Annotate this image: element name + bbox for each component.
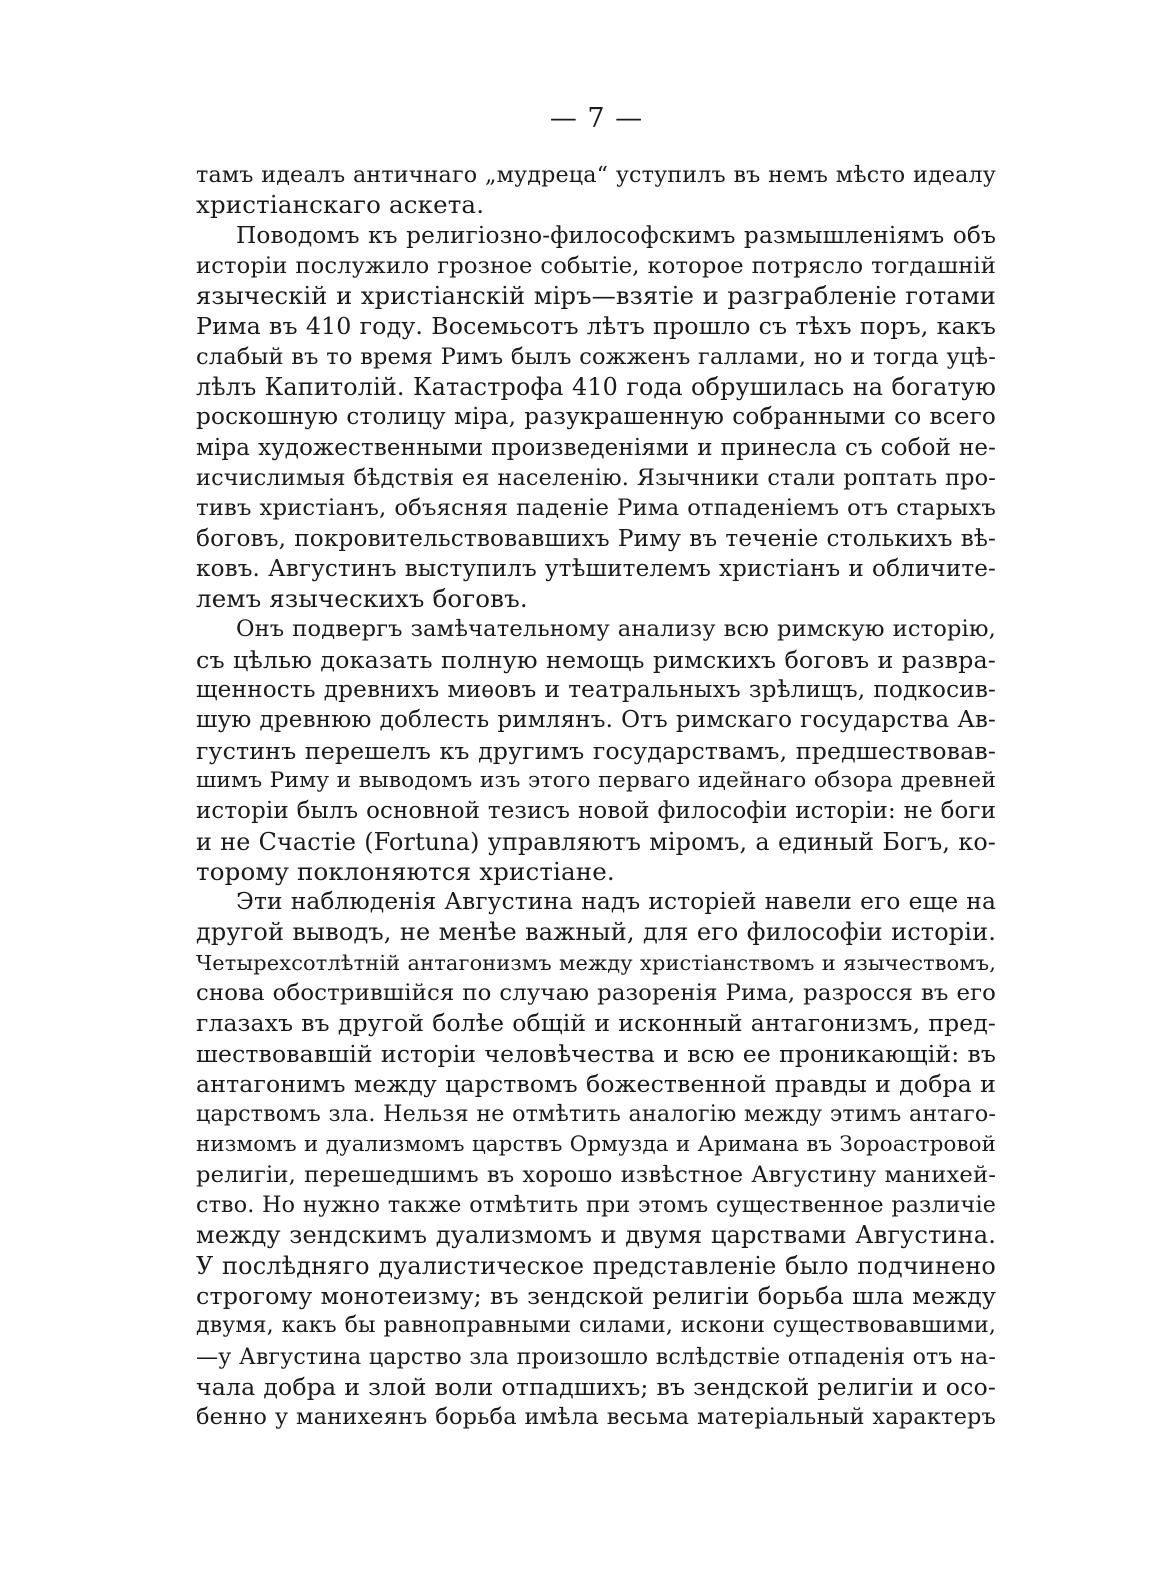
text-line: языческій и христіанскій міръ—взятіе и разграбленіе готами: [196, 282, 996, 311]
text-line: чала добра и злой воли отпадшихъ; въ зендской религіи и осо-: [196, 1372, 996, 1401]
text-line: шимъ Риму и выводомъ изъ этого перваго идейнаго обзора древней: [196, 767, 996, 793]
text-line: Онъ подвергъ замѣчательному анализу всю римскую исторію,: [236, 616, 996, 643]
text-line: Четырехсотлѣтній антагонизмъ между христіанствомъ и язычествомъ,: [196, 950, 996, 975]
text-line: шую древнюю доблесть римлянъ. Отъ римскаго государства Ав-: [196, 707, 996, 734]
text-line: Эти наблюденія Августина надъ исторіей навели его еще на: [236, 888, 996, 916]
text-line: другой выводъ, не менѣе важный, для его философіи исторіи.: [196, 918, 996, 947]
text-line: лѣлъ Капитолій. Катастрофа 410 года обрушилась на богатую: [196, 373, 996, 402]
text-line: религіи, перешедшимъ въ хорошо извѣстное Августину манихей-: [196, 1161, 996, 1188]
text-line: —у Августина царство зла произошло вслѣдствіе отпаденія отъ на-: [196, 1343, 996, 1370]
text-line: христіанскаго аскета.: [196, 190, 485, 220]
text-line: тамъ идеалъ античнаго „мудреца“ уступилъ въ немъ мѣсто идеалу: [196, 162, 996, 188]
text-line: Рима въ 410 году. Восемьсотъ лѣтъ прошло съ тѣхъ поръ, какъ: [196, 312, 996, 341]
text-line: антагонимъ между царствомъ божественной правды и добра и: [196, 1069, 996, 1098]
text-line: тивъ христіанъ, объясняя паденіе Рима отпаденіемъ отъ старыхъ: [196, 495, 996, 522]
text-line: снова обострившійся по случаю разоренія Рима, разросся въ его: [196, 980, 996, 1007]
page-number: — 7 —: [549, 103, 644, 134]
text-line: У послѣдняго дуалистическое представленіе было подчинено: [196, 1251, 996, 1280]
text-line: царствомъ зла. Нельзя не отмѣтить аналогію между этимъ антаго-: [196, 1101, 996, 1128]
paragraph: [196, 614, 996, 887]
text-line: лемъ языческихъ боговъ.: [196, 584, 528, 614]
text-line: низмомъ и дуализмомъ царствъ Ормузда и Аримана въ Зороастровой: [196, 1131, 996, 1157]
text-line: роскошную столицу міра, разукрашенную собранными со всего: [196, 404, 996, 431]
text-line: исторіи послужило грозное событіе, которое потрясло тогдашній: [196, 252, 996, 279]
text-line: исчислимыя бѣдствія ея населенію. Язычники стали роптать про-: [196, 464, 996, 491]
text-line: съ цѣлью доказать полную немощь римскихъ боговъ и развра-: [196, 645, 996, 674]
text-line: двумя, какъ бы равноправными силами, искони существовавшими,: [196, 1313, 996, 1339]
text-line: боговъ, покровительствовавшихъ Риму въ теченіе столькихъ вѣ-: [196, 525, 996, 552]
paragraph: [196, 887, 996, 1432]
text-line: слабый въ то время Римъ былъ сожженъ галлами, но и тогда уцѣ-: [196, 343, 996, 370]
text-line: исторіи былъ основной тезисъ новой философіи исторіи: не боги: [196, 798, 996, 825]
body-text: [196, 160, 996, 1432]
text-line: ковъ. Августинъ выступилъ утѣшителемъ христіанъ и обличите-: [196, 555, 996, 582]
text-line: шествовавшій исторіи человѣчества и всю ее проникающій: въ: [196, 1039, 996, 1068]
text-line: Поводомъ къ религіозно-философскимъ размышленіямъ объ: [236, 221, 996, 249]
paragraph: [196, 160, 996, 221]
text-line: между зендскимъ дуализмомъ и двумя царствами Августина.: [196, 1221, 996, 1250]
text-line: бенно у манихеянъ борьба имѣла весьма матеріальный характеръ: [196, 1404, 996, 1431]
text-line: ство. Но нужно также отмѣтить при этомъ существенное различіе: [196, 1192, 996, 1219]
text-line: торому поклоняются христіане.: [196, 856, 615, 886]
text-line: строгому монотеизму; въ зендской религіи борьба шла между: [196, 1281, 996, 1310]
text-line: щенность древнихъ миѳовъ и театральныхъ зрѣлищъ, подкосив-: [196, 677, 996, 704]
text-line: міра художественными произведеніями и принесла съ собой не-: [196, 434, 996, 461]
text-line: и не Счастіе (Fortuna) управляютъ міромъ, а единый Богъ, ко-: [196, 827, 996, 856]
paragraph: [196, 221, 996, 615]
text-line: глазахъ въ другой болѣе общій и исконный антагонизмъ, пред-: [196, 1009, 996, 1038]
text-line: густинъ перешелъ къ другимъ государствамъ, предшествовав-: [196, 736, 996, 765]
